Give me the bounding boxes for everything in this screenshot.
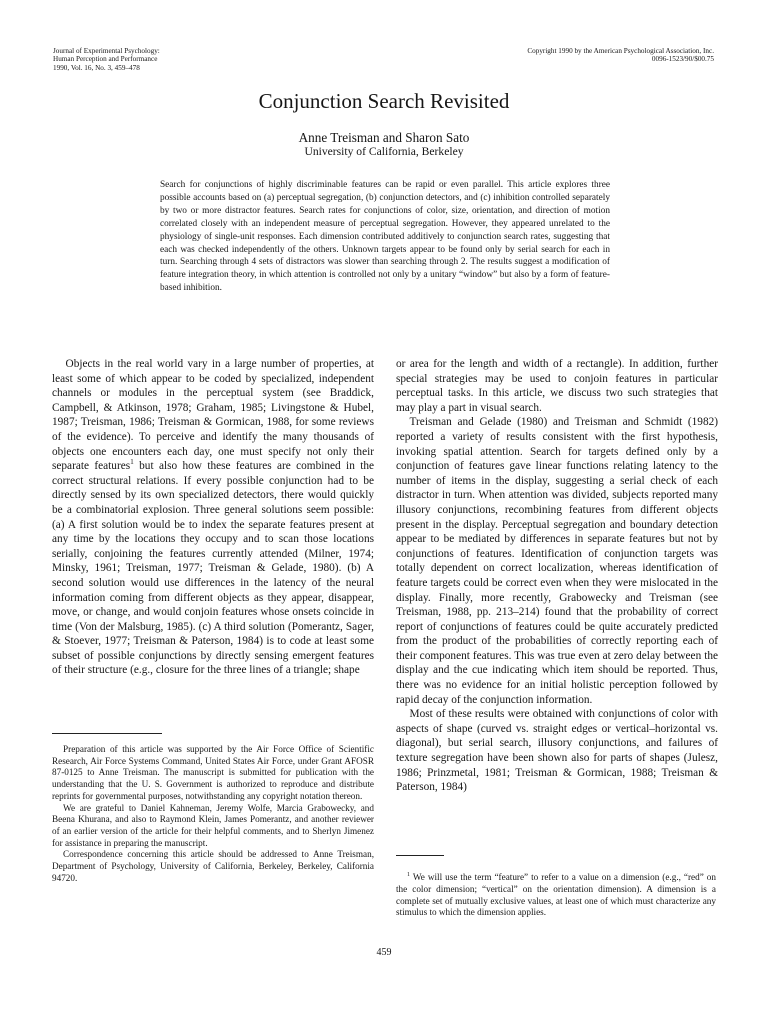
page-number: 459: [376, 947, 392, 958]
left-column: [52, 357, 374, 678]
copyright-notice: Copyright 1990 by the American Psychological Association, Inc.: [527, 47, 714, 55]
body-paragraph: Most of these results were obtained with conjunctions of color with aspects of shape (curved vs. straight edges or vertical–horizontal vs. diagonal), but serial search, illusory conjunctions, and failures of texture segregation have been shown also for parts of shapes (Julesz, 1986; Prinzmetal, 1981; Treisman & Gormican, 1988; Treisman & Paterson, 1984): [396, 708, 718, 794]
acknowledgements-note: We are grateful to Daniel Kahneman, Jeremy Wolfe, Marcia Grabowecky, and Beena Khurana, and also to Raymond Klein, James Pomerantz, and another reviewer of an earlier version of the article for their helpful comments, and to Sherlyn Jimenez for assistance in preparing the manuscript.: [52, 802, 374, 848]
footnote-divider: [396, 855, 444, 856]
body-paragraph: [52, 357, 374, 678]
author-notes: [52, 744, 374, 884]
body-paragraph-continued: or area for the length and width of a rectangle). In addition, further special strategies may be used to conjoin features in particular perceptual tasks. In this article, we discuss two such strategies that may play a part in visual search.: [396, 358, 718, 414]
footnote-text: We will use the term “feature” to refer to a value on a dimension (e.g., “red” on the color dimension; “vertical” on the orientation dimension). A dimension is a complete set of mutually exclusive values, at least one of which must characterize any stimulus to which the dimension applies.: [396, 872, 716, 918]
correspondence-note: Correspondence concerning this article should be addressed to Anne Treisman, Department of Psychology, University of California, Berkeley, Berkeley, California 94720.: [52, 849, 374, 883]
funding-note: Preparation of this article was supported by the Air Force Office of Scientific Research, Air Force Systems Command, United States Air Force, under Grant AFOSR 87-0125 to Anne Treisman. The manuscript is submitted for publication with the understanding that the U. S. Government is authorized to reproduce and distribute reprints for governmental purposes, notwithstanding any copyright notation thereon.: [52, 744, 374, 801]
body-paragraph: Treisman and Gelade (1980) and Treisman and Schmidt (1982) reported a variety of results consistent with the first hypothesis, invoking spatial attention. Search for targets defined only by a conjunction of features gave linear functions relating latency to the number of items in the display, suggesting a serial check of each distractor in turn. When attention was divided, subjects reported many illusory conjunctions, recombining features from different objects present in the display. Perceptual segregation and boundary detection appear to be mediated by differences in separate features but not by conjunctions of features. Identification of conjunction targets was totally dependent on correct localization, whereas identification of feature targets could be correct even when they were mislocated in the display. Finally, more recently, Grabowecky and Treisman (see Treisman, 1988, pp. 213–214) found that the probability of correct report of conjunctions of features could be quite accurately predicted from the product of the probabilities of correctly reporting each of their component features. This was true even at zero delay between the display and the cue indicating which item should be reported. Thus, there was no evidence for an initial holistic perception followed by rapid decay of the conjunction information.: [396, 416, 718, 706]
issn-code: 0096-1523/90/$00.75: [651, 55, 714, 64]
right-column: [396, 357, 718, 795]
footnote-number: 1: [407, 871, 411, 878]
footnote-ref: 1: [130, 457, 134, 467]
journal-header: [53, 47, 160, 72]
abstract: Search for conjunctions of highly discriminable features can be rapid or even parallel. This article explores three possible accounts based on (a) perceptual segregation, (b) conjunction detectors, and (c) inhibition controlled separately by two or more distractor features. Search rates for conjunctions of color, size, orientation, and direction of motion correlated closely with an independent measure of perceptual segregation. However, they appeared unrelated to the physiology of single-unit responses. Each dimension contributed additively to conjunction search rates, suggesting that each was checked independently of the others. Unknown targets appear to be found only by serial search for each in turn. Searching through 4 sets of distractors was slower than searching through 2. The results suggest a modification of feature integration theory, in which attention is controlled not only by a unitary “window” but also by a form of feature-based inhibition.: [160, 180, 610, 294]
journal-volume: 1990, Vol. 16, No. 3, 459–478: [53, 63, 140, 72]
footnote-1: [396, 872, 716, 919]
paper-title: Conjunction Search Revisited: [258, 89, 510, 113]
footnote-divider: [52, 733, 162, 734]
journal-name-line1: Journal of Experimental Psychology:: [53, 47, 160, 55]
body-text-before-footnote-ref: Objects in the real world vary in a large number of properties, at least some of which appear to be coded by specialized, independent channels or modules in the perceptual system (see Braddick, Campbell, & Atkinson, 1978; Graham, 1985; Livingstone & Hubel, 1987; Treisman, 1986; Treisman & Gormican, 1988, for some reviews of the evidence). To perceive and identify the many thousands of objects one encounters each day, one must specify not only their separate features: [52, 358, 374, 473]
affiliation: University of California, Berkeley: [304, 145, 464, 158]
body-text-after-footnote-ref: but also how these features are combined in the correct structural relations. If every possible conjunction had to be directly sensed by its own specialized detectors, there would quickly be a combinatorial explosion. Three general solutions seem possible: (a) A first solution would be to index the separate features present at any time by the locations they occupy and to scan those locations serially, conjoining the features currently attended (Milner, 1974; Minsky, 1961; Treisman, 1977; Treisman & Gelade, 1980). (b) A second solution would use differences in the latency of the neural information coming from different objects as they appear, disappear, move, or change, and would conjoin features whose onsets coincide in time (Von der Malsburg, 1985). (c) A third solution (Pomerantz, Sager, & Stoever, 1977; Treisman & Paterson, 1984) is to code at least some subset of possible conjunctions by directly sensing emergent features of their structure (e.g., closure for the three lines of a triangle; shape: [52, 460, 374, 677]
copyright-header: [527, 47, 714, 64]
journal-name-line2: Human Perception and Performance: [53, 55, 158, 64]
authors: Anne Treisman and Sharon Sato: [298, 130, 470, 145]
